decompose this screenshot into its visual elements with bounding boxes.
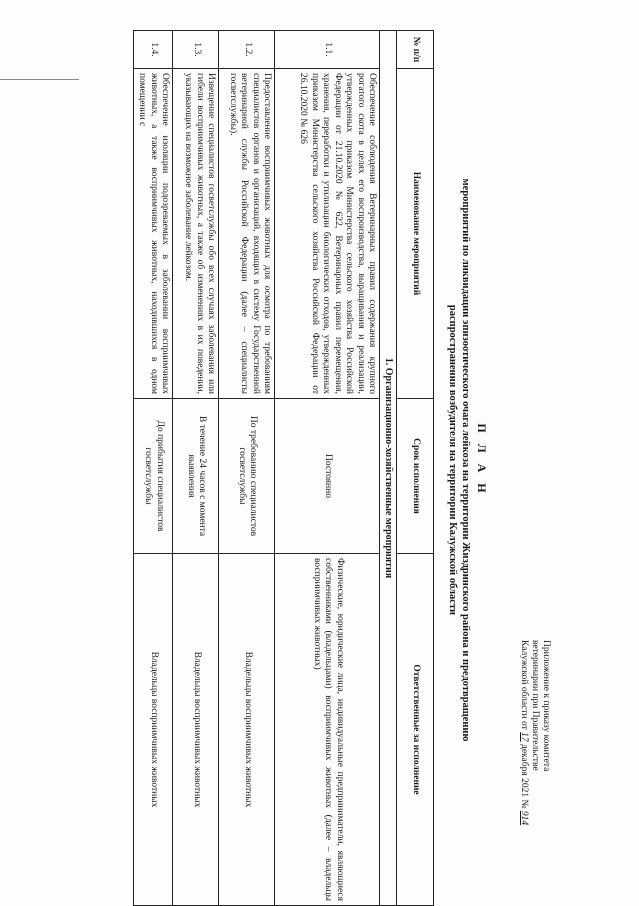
- row-name: Предоставление восприимчивых животных для осмотра по требованиям специалистов органов и организаций, входящих в систему Государственной ветеринарной службы Российской Федерации (далее – специалисты госветслужбы).: [219, 69, 275, 399]
- row-number: 1.4.: [134, 31, 174, 69]
- section-title: 1. Организационно-хозяйственные мероприятия: [380, 31, 397, 906]
- header-term: Срок исполнения: [397, 399, 434, 554]
- document-title: [446, 20, 489, 900]
- title-subtitle-2: распространения возбудителя на территории Калужской области: [447, 304, 458, 616]
- header-name: Наименование мероприятий: [397, 69, 434, 399]
- row-name: Извещение специалистов госветслужбы обо всех случаях заболевания или гибели восприимчивых животных, а также об изменениях в их поведении, указывающих на возможное заболевание лейкозом.: [173, 69, 219, 399]
- appendix-date-handwritten: 17: [519, 732, 529, 742]
- row-name: Обеспечение соблюдения Ветеринарных правил содержания крупного рогатого скота в целях его воспроизводства, выращивания и реализации, утвержденных приказом Министерства сельского хозяйства Российской Федерации от 21.10.2020 № 622, Ветеринарных правил перемещения, хранения, переработки и утилизации биологических отходов, утвержденных приказом Министерства сельского хозяйства Российской Федерации от 26.10.2020 № 626: [275, 69, 380, 399]
- row-responsible: Физические, юридические лица, индивидуальные предприниматели, являющиеся собственниками (владельцами) восприимчивых животных (далее – владельцы восприимчивых животных): [275, 554, 380, 906]
- table-row: [173, 31, 219, 906]
- section-row: [380, 31, 397, 906]
- table-header-row: [397, 31, 434, 906]
- appendix-line-1: Приложение к приказу комитета: [541, 640, 551, 772]
- plan-table: [133, 30, 434, 906]
- appendix-line-3b: декабря 2021 №: [519, 744, 529, 809]
- row-term: По требованию специалистов госветслужбы: [219, 399, 275, 554]
- table-row: [134, 31, 174, 906]
- row-responsible: Владельцы восприимчивых животных: [134, 554, 174, 906]
- row-name: Обеспечение изоляции подозреваемых в заболевании восприимчивых животных, а также восприимчивых животных, находившихся в одном помещении с: [134, 69, 174, 399]
- title-subtitle-1: мероприятий по ликвидации эпизоотического очага лейкоза на территории Жиздринского района и предотвращению: [460, 178, 471, 742]
- row-term: В течение 24 часов с момента выявления: [173, 399, 219, 554]
- row-number: 1.1.: [275, 31, 380, 69]
- row-term: Постоянно: [275, 399, 380, 554]
- header-responsible: Ответственные за исполнение: [397, 554, 434, 906]
- table-row: [275, 31, 380, 906]
- row-number: 1.3.: [173, 31, 219, 69]
- row-responsible: Владельцы восприимчивых животных: [219, 554, 275, 906]
- appendix-line-3: Калужской области от: [519, 640, 529, 730]
- row-responsible: Владельцы восприимчивых животных: [173, 554, 219, 906]
- header-number: № п/п: [397, 31, 434, 69]
- row-number: 1.2.: [219, 31, 275, 69]
- appendix-line-2: ветеринарии при Правительстве: [530, 640, 540, 771]
- row-term: До прибытия специалистов госветслужбы: [134, 399, 174, 554]
- title-main: П Л А Н: [475, 423, 489, 497]
- appendix-number-handwritten: 914: [519, 810, 529, 826]
- scan-artifact-line: [0, 79, 79, 80]
- appendix-note: [518, 640, 551, 890]
- table-row: [219, 31, 275, 906]
